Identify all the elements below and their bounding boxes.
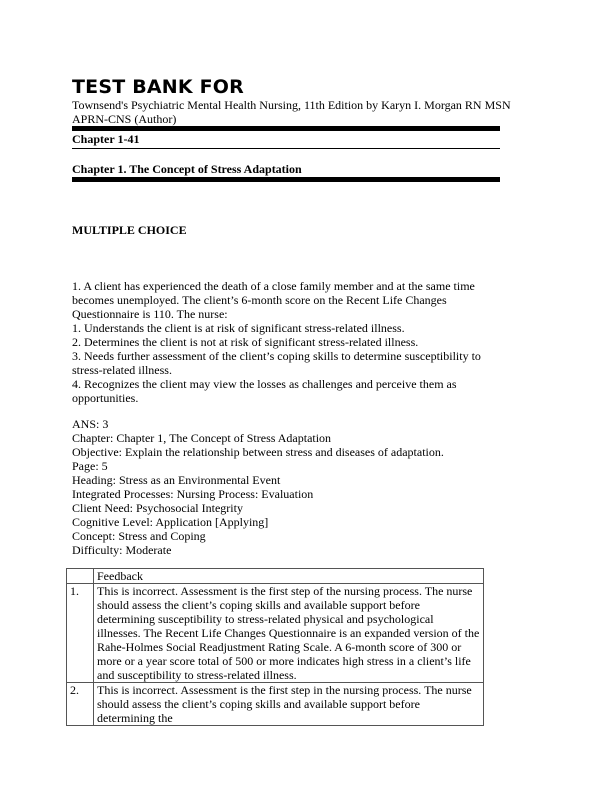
divider-thick-2 xyxy=(72,177,500,182)
row-feedback-text: This is incorrect. Assessment is the first step of the nursing process. The nurse should assess the client’s coping skills and available support before determining susceptibility to stress-related physical and psychological illnesses. The Recent Life Changes Questionnaire is an expanded version of the Rahe-Holmes Social Readjustment Rating Scale. A 6-month score of 300 or more or a year score total of 500 or more indicates high stress in a client’s life and susceptibility to stress-related illness. xyxy=(94,584,484,683)
divider-thick-1 xyxy=(72,126,500,131)
row-number: 1. xyxy=(67,584,94,683)
feedback-table xyxy=(66,568,484,726)
answer-key: ANS: 3 xyxy=(72,417,109,431)
meta-concept: Concept: Stress and Coping xyxy=(72,529,206,543)
meta-client-need: Client Need: Psychosocial Integrity xyxy=(72,501,243,515)
answer-option: 1. Understands the client is at risk of significant stress-related illness. xyxy=(72,321,405,335)
row-number: 2. xyxy=(67,683,94,726)
row-feedback-text: This is incorrect. Assessment is the first step in the nursing process. The nurse should assess the client’s coping skills and available support before determining the xyxy=(94,683,484,726)
chapter-title: Chapter 1. The Concept of Stress Adaptation xyxy=(72,162,302,176)
meta-cognitive-level: Cognitive Level: Application [Applying] xyxy=(72,515,269,529)
table-header-row xyxy=(67,569,484,584)
answer-option: 3. Needs further assessment of the client’s coping skills to determine susceptibility to stress-related illness. xyxy=(72,349,481,377)
meta-integrated-processes: Integrated Processes: Nursing Process: Evaluation xyxy=(72,487,314,501)
table-row xyxy=(67,584,484,683)
answer-meta-block xyxy=(72,417,492,557)
meta-page: Page: 5 xyxy=(72,459,108,473)
meta-heading: Heading: Stress as an Environmental Event xyxy=(72,473,281,487)
question-block xyxy=(72,279,492,405)
answer-option: 2. Determines the client is not at risk of significant stress-related illness. xyxy=(72,335,419,349)
section-heading: MULTIPLE CHOICE xyxy=(72,223,187,237)
question-stem: 1. A client has experienced the death of a close family member and at the same time becomes unemployed. The client’s 6-month score on the Recent Life Changes Questionnaire is 110. The nurse: xyxy=(72,279,475,321)
divider-thin-1 xyxy=(72,148,500,149)
chapter-range: Chapter 1-41 xyxy=(72,132,140,146)
meta-objective: Objective: Explain the relationship between stress and diseases of adaptation. xyxy=(72,445,444,459)
meta-difficulty: Difficulty: Moderate xyxy=(72,543,172,557)
table-header-cell: Feedback xyxy=(94,569,484,584)
document-subtitle: Townsend's Psychiatric Mental Health Nursing, 11th Edition by Karyn I. Morgan RN MSN APRN-CNS (Author) xyxy=(72,98,511,126)
meta-chapter: Chapter: Chapter 1, The Concept of Stress Adaptation xyxy=(72,431,332,445)
table-row xyxy=(67,683,484,726)
table-header-empty-cell xyxy=(67,569,94,584)
document-title: TEST BANK FOR xyxy=(72,76,244,98)
answer-option: 4. Recognizes the client may view the losses as challenges and perceive them as opportunities. xyxy=(72,377,457,405)
